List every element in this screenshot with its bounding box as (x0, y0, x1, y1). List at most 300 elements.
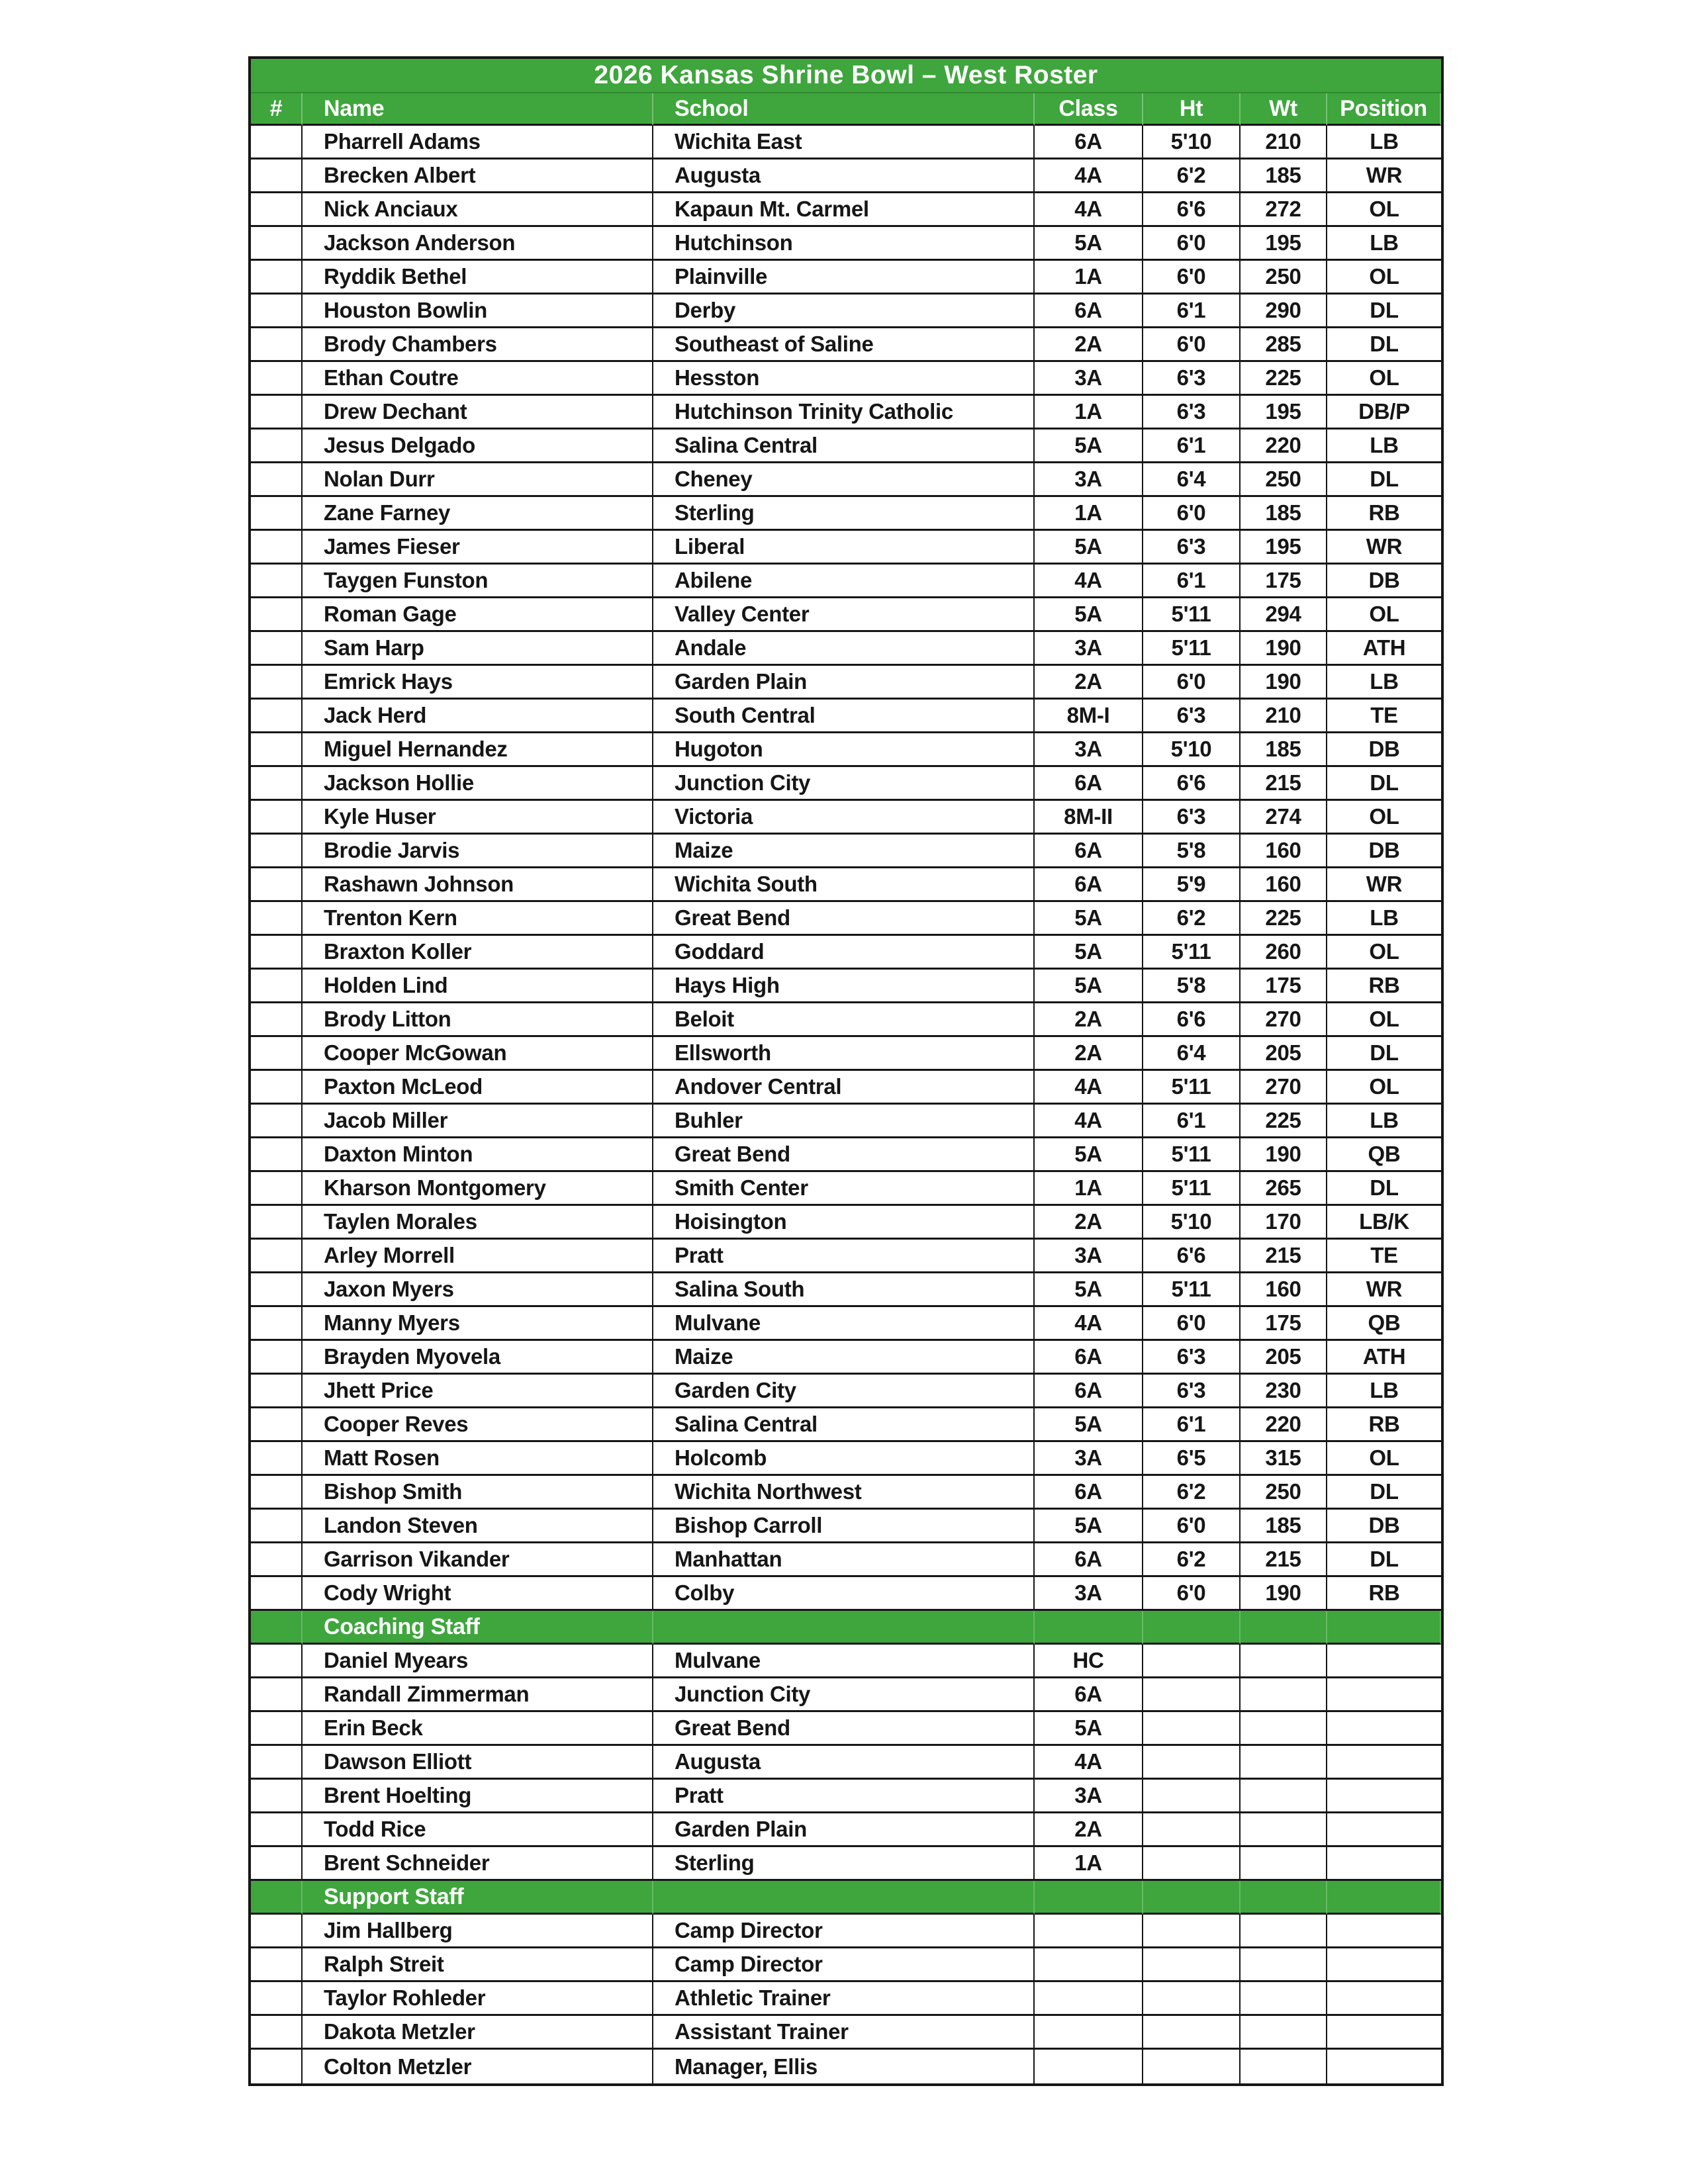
cell-wt: 205 (1241, 1037, 1327, 1071)
cell-class: 5A (1035, 902, 1143, 936)
cell-wt: 195 (1241, 396, 1327, 430)
cell-school: Sterling (653, 497, 1035, 531)
cell-class: 5A (1035, 227, 1143, 261)
column-header-position: Position (1327, 93, 1441, 126)
cell-class: 1A (1035, 1847, 1143, 1881)
cell-ht: 5'10 (1143, 1206, 1241, 1240)
cell-wt (1241, 1746, 1327, 1780)
cell-ht: 5'11 (1143, 632, 1241, 666)
cell-school: Victoria (653, 801, 1035, 835)
cell-class (1035, 1948, 1143, 1982)
cell-number (251, 1678, 303, 1712)
cell-number (251, 902, 303, 936)
cell-wt: 160 (1241, 835, 1327, 868)
cell-position: QB (1327, 1138, 1441, 1172)
cell-class: 1A (1035, 261, 1143, 295)
cell-school: Mulvane (653, 1307, 1035, 1341)
cell-name: Brody Chambers (303, 328, 653, 362)
cell-number (251, 497, 303, 531)
cell-ht: 6'3 (1143, 396, 1241, 430)
cell-number (251, 1206, 303, 1240)
cell-school (653, 1881, 1035, 1915)
cell-wt (1241, 1678, 1327, 1712)
cell-class (1035, 1611, 1143, 1645)
cell-class: 2A (1035, 1003, 1143, 1037)
cell-school: Wichita East (653, 126, 1035, 159)
cell-ht: 5'11 (1143, 598, 1241, 632)
cell-wt (1241, 1847, 1327, 1881)
player-row (251, 1375, 1441, 1408)
cell-position: ATH (1327, 632, 1441, 666)
cell-class: 2A (1035, 666, 1143, 700)
cell-ht (1143, 1948, 1241, 1982)
cell-ht: 5'11 (1143, 936, 1241, 970)
cell-wt (1241, 1982, 1327, 2016)
cell-school: Ellsworth (653, 1037, 1035, 1071)
cell-ht: 5'8 (1143, 835, 1241, 868)
cell-number (251, 598, 303, 632)
cell-class: 2A (1035, 328, 1143, 362)
cell-position: DL (1327, 1476, 1441, 1510)
cell-school: Colby (653, 1577, 1035, 1611)
cell-ht: 6'1 (1143, 1105, 1241, 1138)
cell-class: 8M-I (1035, 700, 1143, 733)
cell-ht: 6'0 (1143, 1577, 1241, 1611)
cell-class: 6A (1035, 835, 1143, 868)
coaching-staff-section-row (251, 1611, 1441, 1645)
cell-class: 5A (1035, 1712, 1143, 1746)
cell-number (251, 632, 303, 666)
cell-position: DB (1327, 733, 1441, 767)
cell-position: RB (1327, 970, 1441, 1003)
cell-school: Salina Central (653, 430, 1035, 463)
cell-number (251, 295, 303, 328)
cell-number (251, 565, 303, 598)
player-row (251, 1003, 1441, 1037)
cell-name: Taylen Morales (303, 1206, 653, 1240)
cell-class: 5A (1035, 598, 1143, 632)
cell-ht (1143, 1982, 1241, 2016)
coach-row (251, 1780, 1441, 1813)
cell-wt: 185 (1241, 159, 1327, 193)
cell-ht (1143, 1881, 1241, 1915)
player-row (251, 328, 1441, 362)
cell-ht: 5'11 (1143, 1172, 1241, 1206)
cell-wt: 195 (1241, 227, 1327, 261)
cell-position: LB (1327, 227, 1441, 261)
cell-number (251, 227, 303, 261)
cell-ht: 6'3 (1143, 531, 1241, 565)
cell-position: DL (1327, 463, 1441, 497)
cell-name: Pharrell Adams (303, 126, 653, 159)
cell-name: Jackson Hollie (303, 767, 653, 801)
cell-number (251, 396, 303, 430)
cell-class (1035, 2016, 1143, 2050)
section-title: Support Staff (303, 1881, 653, 1915)
player-row (251, 362, 1441, 396)
cell-position (1327, 1847, 1441, 1881)
cell-name: Brodie Jarvis (303, 835, 653, 868)
player-row (251, 1172, 1441, 1206)
cell-class: 6A (1035, 1543, 1143, 1577)
cell-position: DB (1327, 1510, 1441, 1543)
cell-number (251, 868, 303, 902)
cell-number (251, 1780, 303, 1813)
cell-number (251, 1375, 303, 1408)
cell-ht (1143, 1645, 1241, 1678)
cell-wt: 225 (1241, 362, 1327, 396)
cell-position: LB (1327, 902, 1441, 936)
cell-ht: 5'9 (1143, 868, 1241, 902)
cell-wt: 315 (1241, 1442, 1327, 1476)
cell-name: Taylor Rohleder (303, 1982, 653, 2016)
cell-number (251, 1003, 303, 1037)
cell-wt: 225 (1241, 1105, 1327, 1138)
cell-ht: 6'2 (1143, 1476, 1241, 1510)
cell-school: Abilene (653, 565, 1035, 598)
cell-wt: 190 (1241, 666, 1327, 700)
cell-number (251, 666, 303, 700)
cell-wt: 270 (1241, 1071, 1327, 1105)
cell-wt (1241, 1645, 1327, 1678)
player-row (251, 1206, 1441, 1240)
cell-number (251, 1813, 303, 1847)
cell-ht: 6'5 (1143, 1442, 1241, 1476)
cell-name: Randall Zimmerman (303, 1678, 653, 1712)
cell-wt: 230 (1241, 1375, 1327, 1408)
cell-position (1327, 1948, 1441, 1982)
player-row (251, 868, 1441, 902)
cell-number (251, 1408, 303, 1442)
cell-number (251, 1172, 303, 1206)
cell-name: Jaxon Myers (303, 1273, 653, 1307)
player-row (251, 1442, 1441, 1476)
cell-ht: 6'1 (1143, 565, 1241, 598)
player-row (251, 1510, 1441, 1543)
cell-wt: 190 (1241, 632, 1327, 666)
cell-number (251, 835, 303, 868)
cell-name: Brecken Albert (303, 159, 653, 193)
cell-position (1327, 1712, 1441, 1746)
cell-school: Great Bend (653, 1138, 1035, 1172)
cell-name: Jim Hallberg (303, 1915, 653, 1948)
player-row (251, 767, 1441, 801)
player-row (251, 632, 1441, 666)
cell-ht (1143, 1712, 1241, 1746)
cell-number (251, 1881, 303, 1915)
cell-ht: 5'10 (1143, 733, 1241, 767)
cell-ht (1143, 1780, 1241, 1813)
cell-ht (1143, 1813, 1241, 1847)
cell-school: Smith Center (653, 1172, 1035, 1206)
cell-position: WR (1327, 1273, 1441, 1307)
cell-name: Zane Farney (303, 497, 653, 531)
player-row (251, 295, 1441, 328)
cell-number (251, 1341, 303, 1375)
cell-position: LB (1327, 1105, 1441, 1138)
cell-school: Junction City (653, 767, 1035, 801)
player-row (251, 261, 1441, 295)
cell-ht: 6'3 (1143, 801, 1241, 835)
coach-row (251, 1678, 1441, 1712)
cell-name: Daniel Myears (303, 1645, 653, 1678)
cell-name: Houston Bowlin (303, 295, 653, 328)
cell-wt (1241, 1948, 1327, 1982)
cell-number (251, 531, 303, 565)
player-row (251, 126, 1441, 159)
column-header-ht: Ht (1143, 93, 1241, 126)
player-row (251, 733, 1441, 767)
cell-name: Roman Gage (303, 598, 653, 632)
cell-name: Brent Hoelting (303, 1780, 653, 1813)
cell-position: RB (1327, 1577, 1441, 1611)
cell-school: Great Bend (653, 902, 1035, 936)
cell-wt (1241, 1712, 1327, 1746)
player-row (251, 430, 1441, 463)
cell-school: Manhattan (653, 1543, 1035, 1577)
cell-ht: 6'0 (1143, 1307, 1241, 1341)
cell-school: Maize (653, 1341, 1035, 1375)
cell-position (1327, 1678, 1441, 1712)
cell-number (251, 261, 303, 295)
cell-position (1327, 1881, 1441, 1915)
cell-school: Pratt (653, 1780, 1035, 1813)
cell-name: Jackson Anderson (303, 227, 653, 261)
cell-ht: 6'6 (1143, 1003, 1241, 1037)
cell-number (251, 733, 303, 767)
cell-school: Southeast of Saline (653, 328, 1035, 362)
cell-name: Manny Myers (303, 1307, 653, 1341)
cell-wt: 215 (1241, 1543, 1327, 1577)
cell-number (251, 1948, 303, 1982)
cell-number (251, 430, 303, 463)
cell-name: Arley Morrell (303, 1240, 653, 1273)
cell-name: Cody Wright (303, 1577, 653, 1611)
cell-ht: 6'3 (1143, 1341, 1241, 1375)
cell-class: 2A (1035, 1813, 1143, 1847)
cell-school: Wichita Northwest (653, 1476, 1035, 1510)
cell-school: Pratt (653, 1240, 1035, 1273)
cell-school: Andover Central (653, 1071, 1035, 1105)
player-row (251, 1476, 1441, 1510)
cell-position: OL (1327, 193, 1441, 227)
cell-name: Braxton Koller (303, 936, 653, 970)
cell-ht: 5'11 (1143, 1138, 1241, 1172)
player-row (251, 227, 1441, 261)
player-row (251, 1273, 1441, 1307)
cell-wt: 260 (1241, 936, 1327, 970)
cell-school: Camp Director (653, 1948, 1035, 1982)
support-staff-row (251, 1948, 1441, 1982)
cell-wt: 220 (1241, 1408, 1327, 1442)
player-row (251, 1105, 1441, 1138)
cell-class: 5A (1035, 1408, 1143, 1442)
cell-wt (1241, 1813, 1327, 1847)
cell-number (251, 1510, 303, 1543)
player-row (251, 1408, 1441, 1442)
cell-name: Brent Schneider (303, 1847, 653, 1881)
cell-school: Augusta (653, 159, 1035, 193)
cell-name: Brayden Myovela (303, 1341, 653, 1375)
cell-ht: 6'0 (1143, 227, 1241, 261)
cell-number (251, 970, 303, 1003)
cell-school: Sterling (653, 1847, 1035, 1881)
cell-position: DL (1327, 1037, 1441, 1071)
cell-position (1327, 1611, 1441, 1645)
coach-row (251, 1645, 1441, 1678)
cell-wt: 274 (1241, 801, 1327, 835)
cell-name: Miguel Hernandez (303, 733, 653, 767)
cell-name: Cooper Reves (303, 1408, 653, 1442)
cell-school: Junction City (653, 1678, 1035, 1712)
cell-class: 4A (1035, 1307, 1143, 1341)
cell-position: TE (1327, 700, 1441, 733)
player-row (251, 396, 1441, 430)
cell-class: 4A (1035, 565, 1143, 598)
cell-school: Liberal (653, 531, 1035, 565)
cell-ht: 6'0 (1143, 497, 1241, 531)
cell-name: Colton Metzler (303, 2050, 653, 2083)
cell-wt: 160 (1241, 868, 1327, 902)
cell-wt: 190 (1241, 1577, 1327, 1611)
cell-wt (1241, 1780, 1327, 1813)
cell-wt (1241, 1915, 1327, 1948)
cell-wt: 185 (1241, 497, 1327, 531)
cell-number (251, 1037, 303, 1071)
cell-number (251, 1138, 303, 1172)
cell-number (251, 2050, 303, 2083)
cell-school: Hesston (653, 362, 1035, 396)
cell-class: 3A (1035, 632, 1143, 666)
cell-ht: 6'2 (1143, 1543, 1241, 1577)
cell-position: OL (1327, 1071, 1441, 1105)
cell-ht: 6'6 (1143, 193, 1241, 227)
cell-school: Hugoton (653, 733, 1035, 767)
cell-school: Augusta (653, 1746, 1035, 1780)
cell-name: Kyle Huser (303, 801, 653, 835)
cell-school: Great Bend (653, 1712, 1035, 1746)
cell-wt: 250 (1241, 1476, 1327, 1510)
cell-name: Brody Litton (303, 1003, 653, 1037)
cell-ht: 6'6 (1143, 1240, 1241, 1273)
cell-class: 2A (1035, 1037, 1143, 1071)
cell-school: Valley Center (653, 598, 1035, 632)
cell-position: WR (1327, 159, 1441, 193)
cell-wt: 285 (1241, 328, 1327, 362)
player-row (251, 497, 1441, 531)
page-title: 2026 Kansas Shrine Bowl – West Roster (594, 61, 1098, 89)
cell-ht: 6'3 (1143, 362, 1241, 396)
cell-ht (1143, 1746, 1241, 1780)
cell-number (251, 1712, 303, 1746)
cell-number (251, 936, 303, 970)
cell-position: OL (1327, 362, 1441, 396)
cell-class: 5A (1035, 1138, 1143, 1172)
cell-class: 6A (1035, 868, 1143, 902)
cell-class: 3A (1035, 733, 1143, 767)
cell-number (251, 1307, 303, 1341)
cell-school: Garden Plain (653, 666, 1035, 700)
cell-class: 4A (1035, 1071, 1143, 1105)
cell-class: 4A (1035, 159, 1143, 193)
cell-name: James Fieser (303, 531, 653, 565)
cell-class: 1A (1035, 1172, 1143, 1206)
cell-class (1035, 1881, 1143, 1915)
cell-school: Hoisington (653, 1206, 1035, 1240)
player-row (251, 936, 1441, 970)
cell-school (653, 1611, 1035, 1645)
coach-row (251, 1847, 1441, 1881)
cell-ht: 6'6 (1143, 767, 1241, 801)
cell-position: DB (1327, 835, 1441, 868)
cell-number (251, 1105, 303, 1138)
cell-name: Emrick Hays (303, 666, 653, 700)
cell-wt: 175 (1241, 1307, 1327, 1341)
cell-class: 3A (1035, 1442, 1143, 1476)
cell-school: Holcomb (653, 1442, 1035, 1476)
cell-position: DL (1327, 1172, 1441, 1206)
player-row (251, 835, 1441, 868)
cell-wt: 250 (1241, 261, 1327, 295)
cell-position: DL (1327, 1543, 1441, 1577)
cell-ht: 6'0 (1143, 261, 1241, 295)
column-header-class: Class (1035, 93, 1143, 126)
player-row (251, 666, 1441, 700)
cell-ht: 5'10 (1143, 126, 1241, 159)
cell-position: OL (1327, 936, 1441, 970)
cell-position: LB (1327, 666, 1441, 700)
support-staff-row (251, 2050, 1441, 2083)
cell-ht: 6'2 (1143, 902, 1241, 936)
cell-class: 8M-II (1035, 801, 1143, 835)
cell-number (251, 463, 303, 497)
cell-class (1035, 2050, 1143, 2083)
cell-number (251, 362, 303, 396)
cell-name: Landon Steven (303, 1510, 653, 1543)
cell-class: 6A (1035, 1341, 1143, 1375)
cell-ht (1143, 2050, 1241, 2083)
support-staff-row (251, 2016, 1441, 2050)
cell-school: Garden Plain (653, 1813, 1035, 1847)
cell-school: Derby (653, 295, 1035, 328)
cell-ht: 5'8 (1143, 970, 1241, 1003)
cell-wt: 160 (1241, 1273, 1327, 1307)
cell-class: 1A (1035, 396, 1143, 430)
cell-name: Taygen Funston (303, 565, 653, 598)
cell-name: Nolan Durr (303, 463, 653, 497)
cell-ht (1143, 1611, 1241, 1645)
cell-position: DL (1327, 767, 1441, 801)
cell-class: 6A (1035, 767, 1143, 801)
cell-position (1327, 1982, 1441, 2016)
column-header-wt: Wt (1241, 93, 1327, 126)
cell-position: DB/P (1327, 396, 1441, 430)
cell-position (1327, 1780, 1441, 1813)
cell-class: 6A (1035, 295, 1143, 328)
cell-class: 1A (1035, 497, 1143, 531)
cell-number (251, 1645, 303, 1678)
cell-school: Kapaun Mt. Carmel (653, 193, 1035, 227)
player-row (251, 193, 1441, 227)
cell-position: RB (1327, 497, 1441, 531)
cell-position: OL (1327, 598, 1441, 632)
player-row (251, 1341, 1441, 1375)
column-header-name: Name (303, 93, 653, 126)
table-body (251, 126, 1441, 2083)
cell-ht: 6'1 (1143, 295, 1241, 328)
cell-number (251, 1982, 303, 2016)
cell-number (251, 801, 303, 835)
